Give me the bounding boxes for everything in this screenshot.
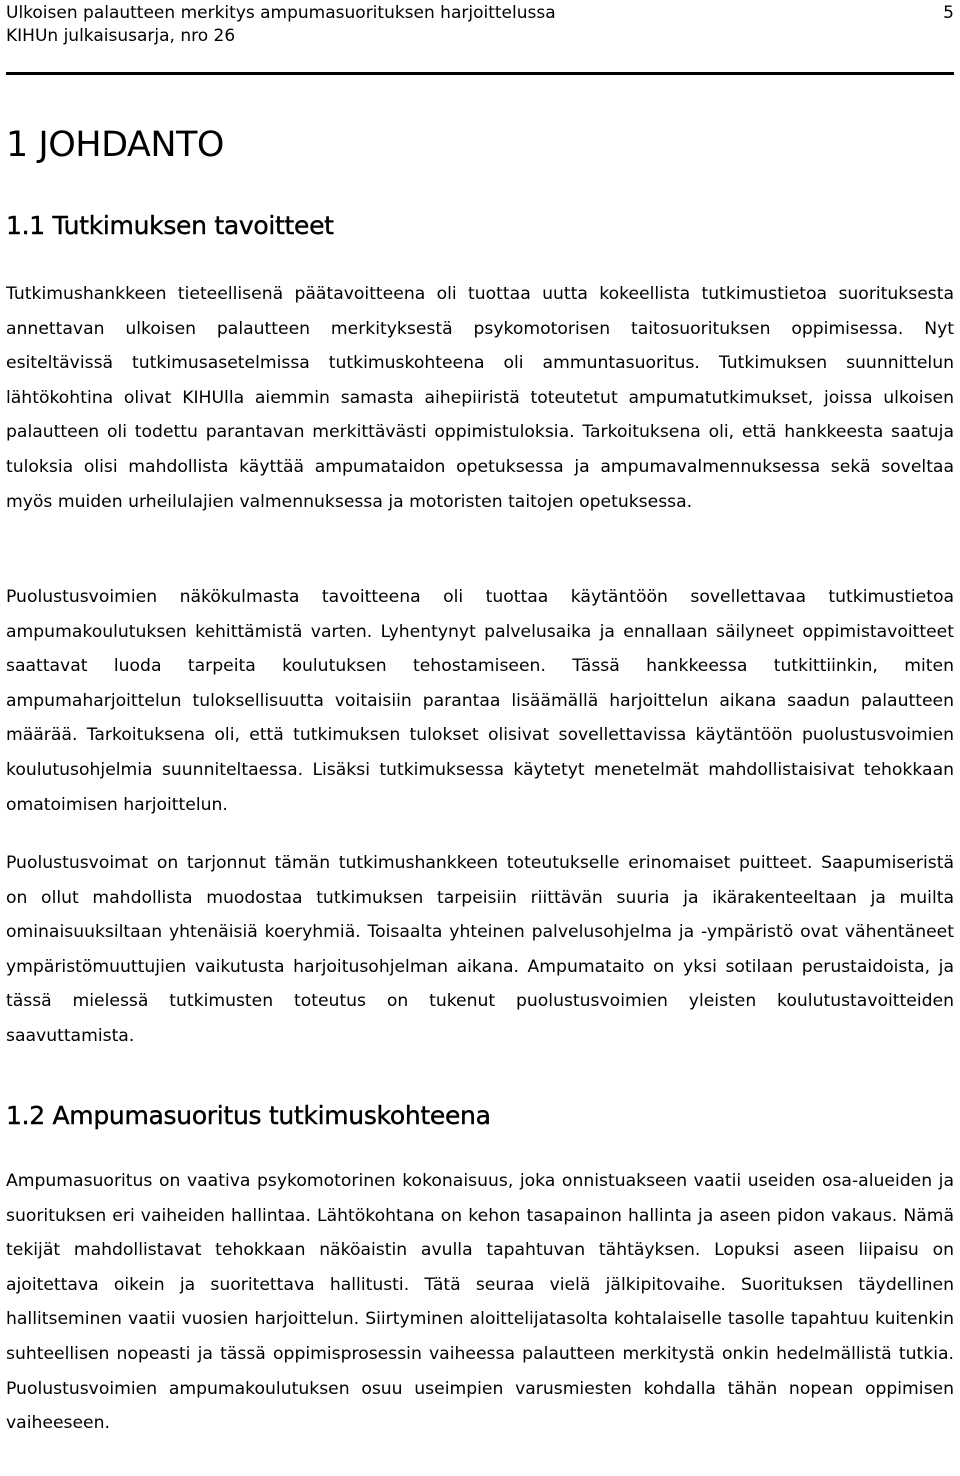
chapter-heading: 1 JOHDANTO [6,125,224,165]
document-title: Ulkoisen palautteen merkitys ampumasuorituksen harjoittelussa [6,3,556,23]
document-page [6,0,954,1434]
header-left [6,2,556,48]
paragraph: Ampumasuoritus on vaativa psykomotorinen kokonaisuus, joka onnistuakseen vaatii useiden osa-alueiden ja suorituksen eri vaiheiden hallintaa. Lähtökohtana on kehon tasapainon hallinta ja aseen pidon vakaus. Nämä tekijät mahdollistavat tehokkaan näköaistin avulla tapahtuvan tähtäyksen. Lopuksi aseen liipaisu on ajoitettava oikein ja suoritettava hallitusti. Tätä seuraa vielä jälkipitovaihe. Suorituksen täydellinen hallitseminen vaatii vuosien harjoittelun. Siirtyminen aloittelijatasolta kohtalaiselle tasolle tapahtuu kuitenkin suhteellisen nopeasti ja tässä oppimisprosessin vaiheessa palautteen merkitystä onkin hedelmällistä tutkia. Puolustusvoimien ampumakoulutuksen osuu useimpien varusmiesten kohdalla tähän nopean oppimisen vaiheeseen. [6,1171,954,1434]
paragraph: Puolustusvoimat on tarjonnut tämän tutkimushankkeen toteutukselle erinomaiset puitteet. Saapumiseristä on ollut mahdollista muodostaa tutkimuksen tarpeisiin riittävän suuria ja ikärakenteeltaan ja muilta ominaisuuksiltaan yhtenäisiä koeryhmiä. Toisaalta yhteinen palvelusohjelma ja -ympäristö ovat vähentäneet ympäristömuuttujien vaikutusta harjoitusohjelman aikana. Ampumataito on yksi sotilaan perustaidoista, ja tässä mielessä tutkimusten toteutus on tukenut puolustusvoimien yleisten koulutustavoitteiden saavuttamista. [6,853,954,1046]
section-heading-1-2: 1.2 Ampumasuoritus tutkimuskohteena [6,1101,491,1130]
running-header [6,0,954,70]
series-title: KIHUn julkaisusarja, nro 26 [6,26,236,46]
paragraph: Puolustusvoimien näkökulmasta tavoitteena oli tuottaa käytäntöön sovellettavaa tutkimustietoa ampumakoulutuksen kehittämistä varten. Lyhentynyt palvelusaika ja ennallaan säilyneet oppimistavoitteet saattavat luoda tarpeita koulutuksen tehostamiseen. Tässä hankkeessa tutkittiinkin, miten ampumaharjoittelun tuloksellisuutta voitaisiin parantaa lisäämällä harjoittelun aikana saadun palautteen määrää. Tarkoituksena oli, että tutkimuksen tulokset olisivat sovellettavissa käytäntöön puolustusvoimien koulutusohjelmia suunniteltaessa. Lisäksi tutkimuksessa käytetyt menetelmät mahdollistaisivat tehokkaan omatoimisen harjoittelun. [6,587,954,815]
header-rule [6,72,954,75]
paragraph: Tutkimushankkeen tieteellisenä päätavoitteena oli tuottaa uutta kokeellista tutkimustietoa suorituksesta annettavan ulkoisen palautteen merkityksestä psykomotorisen taitosuorituksen oppimisessa. Nyt esiteltävissä tutkimusasetelmissa tutkimuskohteena oli ammuntasuoritus. Tutkimuksen suunnittelun lähtökohtina olivat KIHUlla aiemmin samasta aihepiiristä toteutetut ampumatutkimukset, joissa ulkoisen palautteen oli todettu parantavan merkittävästi oppimistuloksia. Tarkoituksena oli, että hankkeesta saatuja tuloksia olisi mahdollista käyttää ampumataidon opetuksessa ja ampumavalmennuksessa sekä soveltaa myös muiden urheilulajien valmennuksessa ja motoristen taitojen opetuksessa. [6,284,954,512]
section-heading-1-1: 1.1 Tutkimuksen tavoitteet [6,211,334,240]
page-number: 5 [943,3,954,23]
